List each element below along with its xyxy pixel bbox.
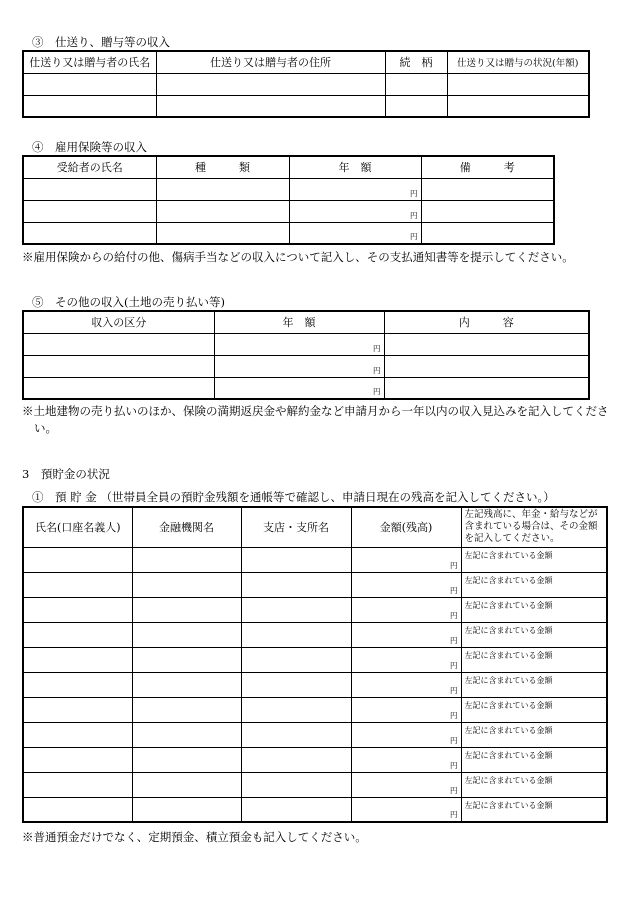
input-cell[interactable] bbox=[23, 672, 132, 697]
table-row bbox=[23, 672, 607, 697]
table-row bbox=[23, 377, 589, 399]
input-cell[interactable] bbox=[156, 178, 289, 200]
table-row bbox=[23, 722, 607, 747]
input-cell[interactable] bbox=[132, 647, 241, 672]
input-cell[interactable] bbox=[241, 547, 351, 572]
input-cell[interactable] bbox=[132, 672, 241, 697]
yen-unit[interactable]: 円 bbox=[351, 697, 461, 722]
col-relationship: 続 柄 bbox=[385, 51, 447, 73]
input-cell[interactable] bbox=[384, 377, 589, 399]
section3-table bbox=[22, 50, 590, 118]
col-annual-amount: 年 額 bbox=[289, 156, 421, 178]
input-cell[interactable] bbox=[23, 377, 214, 399]
yen-unit[interactable]: 円 bbox=[289, 200, 421, 222]
input-cell[interactable] bbox=[132, 547, 241, 572]
input-cell[interactable] bbox=[23, 597, 132, 622]
col-annual-amount: 年 額 bbox=[214, 311, 384, 333]
input-cell[interactable] bbox=[132, 572, 241, 597]
input-cell[interactable] bbox=[156, 73, 385, 95]
input-cell[interactable] bbox=[23, 222, 156, 244]
input-cell[interactable] bbox=[385, 95, 447, 117]
input-cell[interactable] bbox=[241, 697, 351, 722]
col-bank-name: 金融機関名 bbox=[132, 507, 241, 547]
yen-unit[interactable]: 円 bbox=[351, 797, 461, 822]
yen-unit[interactable]: 円 bbox=[351, 572, 461, 597]
input-cell[interactable] bbox=[447, 73, 589, 95]
yen-unit[interactable]: 円 bbox=[351, 547, 461, 572]
input-cell[interactable] bbox=[241, 572, 351, 597]
col-support-status: 仕送り又は贈与の状況(年額) bbox=[447, 51, 589, 73]
input-cell[interactable] bbox=[241, 797, 351, 822]
input-cell[interactable] bbox=[132, 747, 241, 772]
input-cell[interactable] bbox=[23, 647, 132, 672]
col-content: 内 容 bbox=[384, 311, 589, 333]
input-cell[interactable] bbox=[241, 722, 351, 747]
table-row bbox=[23, 547, 607, 572]
input-cell[interactable] bbox=[241, 772, 351, 797]
input-cell[interactable] bbox=[23, 333, 214, 355]
included-amount-label[interactable]: 左記に含まれている金額 bbox=[461, 622, 607, 647]
yen-unit[interactable]: 円 bbox=[214, 377, 384, 399]
input-cell[interactable] bbox=[23, 95, 156, 117]
table-row bbox=[23, 772, 607, 797]
input-cell[interactable] bbox=[241, 747, 351, 772]
input-cell[interactable] bbox=[132, 797, 241, 822]
included-amount-label[interactable]: 左記に含まれている金額 bbox=[461, 772, 607, 797]
included-amount-label[interactable]: 左記に含まれている金額 bbox=[461, 572, 607, 597]
input-cell[interactable] bbox=[23, 178, 156, 200]
input-cell[interactable] bbox=[23, 797, 132, 822]
input-cell[interactable] bbox=[241, 597, 351, 622]
col-recipient: 受給者の氏名 bbox=[23, 156, 156, 178]
section5-note: ※土地建物の売り払いのほか、保険の満期返戻金や解約金など申請月から一年以内の収入見込みを記入してください。 bbox=[22, 404, 609, 435]
table-row bbox=[23, 333, 589, 355]
included-amount-label[interactable]: 左記に含まれている金額 bbox=[461, 647, 607, 672]
table-row bbox=[23, 178, 554, 200]
savings-table bbox=[22, 506, 608, 823]
input-cell[interactable] bbox=[23, 572, 132, 597]
input-cell[interactable] bbox=[132, 622, 241, 647]
input-cell[interactable] bbox=[384, 333, 589, 355]
input-cell[interactable] bbox=[241, 672, 351, 697]
included-amount-label[interactable]: 左記に含まれている金額 bbox=[461, 797, 607, 822]
included-amount-label[interactable]: 左記に含まれている金額 bbox=[461, 547, 607, 572]
input-cell[interactable] bbox=[23, 772, 132, 797]
input-cell[interactable] bbox=[23, 697, 132, 722]
table-row bbox=[23, 95, 589, 117]
col-remarks: 備 考 bbox=[421, 156, 554, 178]
table-row bbox=[23, 747, 607, 772]
savings-subheading: ① 預 貯 金 （世帯員全員の預貯金残額を通帳等で確認し、申請日現在の残高を記入してください。） bbox=[32, 490, 555, 504]
table-row bbox=[23, 222, 554, 244]
col-included-amount: 左記残高に、年金・給与などが含まれている場合は、その金額を記入してください。 bbox=[461, 507, 607, 547]
included-amount-label[interactable]: 左記に含まれている金額 bbox=[461, 747, 607, 772]
table-row bbox=[23, 697, 607, 722]
input-cell[interactable] bbox=[23, 547, 132, 572]
input-cell[interactable] bbox=[156, 95, 385, 117]
col-sender-address: 仕送り又は贈与者の住所 bbox=[156, 51, 385, 73]
section5-heading: ⑤ その他の収入(土地の売り払い等) bbox=[32, 295, 225, 309]
input-cell[interactable] bbox=[447, 95, 589, 117]
input-cell[interactable] bbox=[23, 722, 132, 747]
input-cell[interactable] bbox=[132, 722, 241, 747]
table-row bbox=[23, 797, 607, 822]
input-cell[interactable] bbox=[23, 355, 214, 377]
input-cell[interactable] bbox=[421, 222, 554, 244]
table-row bbox=[23, 572, 607, 597]
yen-unit[interactable]: 円 bbox=[351, 772, 461, 797]
table-row bbox=[23, 597, 607, 622]
input-cell[interactable] bbox=[132, 772, 241, 797]
input-cell[interactable] bbox=[23, 73, 156, 95]
table-row bbox=[23, 73, 589, 95]
col-account-holder: 氏名(口座名義人) bbox=[23, 507, 132, 547]
input-cell[interactable] bbox=[385, 73, 447, 95]
section4-note: ※雇用保険からの給付の他、傷病手当などの収入について記入し、その支払通知書等を提示してください。 bbox=[22, 250, 574, 264]
table-row bbox=[23, 622, 607, 647]
section5-table bbox=[22, 310, 590, 400]
yen-unit[interactable]: 円 bbox=[351, 722, 461, 747]
table-row bbox=[23, 200, 554, 222]
yen-unit[interactable]: 円 bbox=[214, 355, 384, 377]
col-income-category: 収入の区分 bbox=[23, 311, 214, 333]
yen-unit[interactable]: 円 bbox=[289, 178, 421, 200]
input-cell[interactable] bbox=[421, 178, 554, 200]
yen-unit[interactable]: 円 bbox=[351, 672, 461, 697]
input-cell[interactable] bbox=[241, 647, 351, 672]
input-cell[interactable] bbox=[23, 747, 132, 772]
yen-unit[interactable]: 円 bbox=[289, 222, 421, 244]
yen-unit[interactable]: 円 bbox=[351, 647, 461, 672]
table-row bbox=[23, 355, 589, 377]
included-amount-label[interactable]: 左記に含まれている金額 bbox=[461, 597, 607, 622]
table-row bbox=[23, 647, 607, 672]
section4-heading: ④ 雇用保険等の収入 bbox=[32, 140, 147, 154]
col-balance: 金額(残高) bbox=[351, 507, 461, 547]
input-cell[interactable] bbox=[23, 622, 132, 647]
included-amount-label[interactable]: 左記に含まれている金額 bbox=[461, 672, 607, 697]
yen-unit[interactable]: 円 bbox=[351, 597, 461, 622]
savings-note: ※普通預金だけでなく、定期預金、積立預金も記入してください。 bbox=[22, 830, 367, 844]
col-sender-name: 仕送り又は贈与者の氏名 bbox=[23, 51, 156, 73]
included-amount-label[interactable]: 左記に含まれている金額 bbox=[461, 722, 607, 747]
input-cell[interactable] bbox=[384, 355, 589, 377]
col-branch-name: 支店・支所名 bbox=[241, 507, 351, 547]
input-cell[interactable] bbox=[421, 200, 554, 222]
input-cell[interactable] bbox=[241, 622, 351, 647]
section4-table bbox=[22, 155, 555, 245]
savings-heading: 3 預貯金の状況 bbox=[22, 467, 110, 481]
input-cell[interactable] bbox=[156, 200, 289, 222]
included-amount-label[interactable]: 左記に含まれている金額 bbox=[461, 697, 607, 722]
input-cell[interactable] bbox=[132, 697, 241, 722]
input-cell[interactable] bbox=[132, 597, 241, 622]
yen-unit[interactable]: 円 bbox=[351, 622, 461, 647]
col-type: 種 類 bbox=[156, 156, 289, 178]
yen-unit[interactable]: 円 bbox=[214, 333, 384, 355]
section3-heading: ③ 仕送り、贈与等の収入 bbox=[32, 35, 170, 49]
input-cell[interactable] bbox=[156, 222, 289, 244]
yen-unit[interactable]: 円 bbox=[351, 747, 461, 772]
input-cell[interactable] bbox=[23, 200, 156, 222]
